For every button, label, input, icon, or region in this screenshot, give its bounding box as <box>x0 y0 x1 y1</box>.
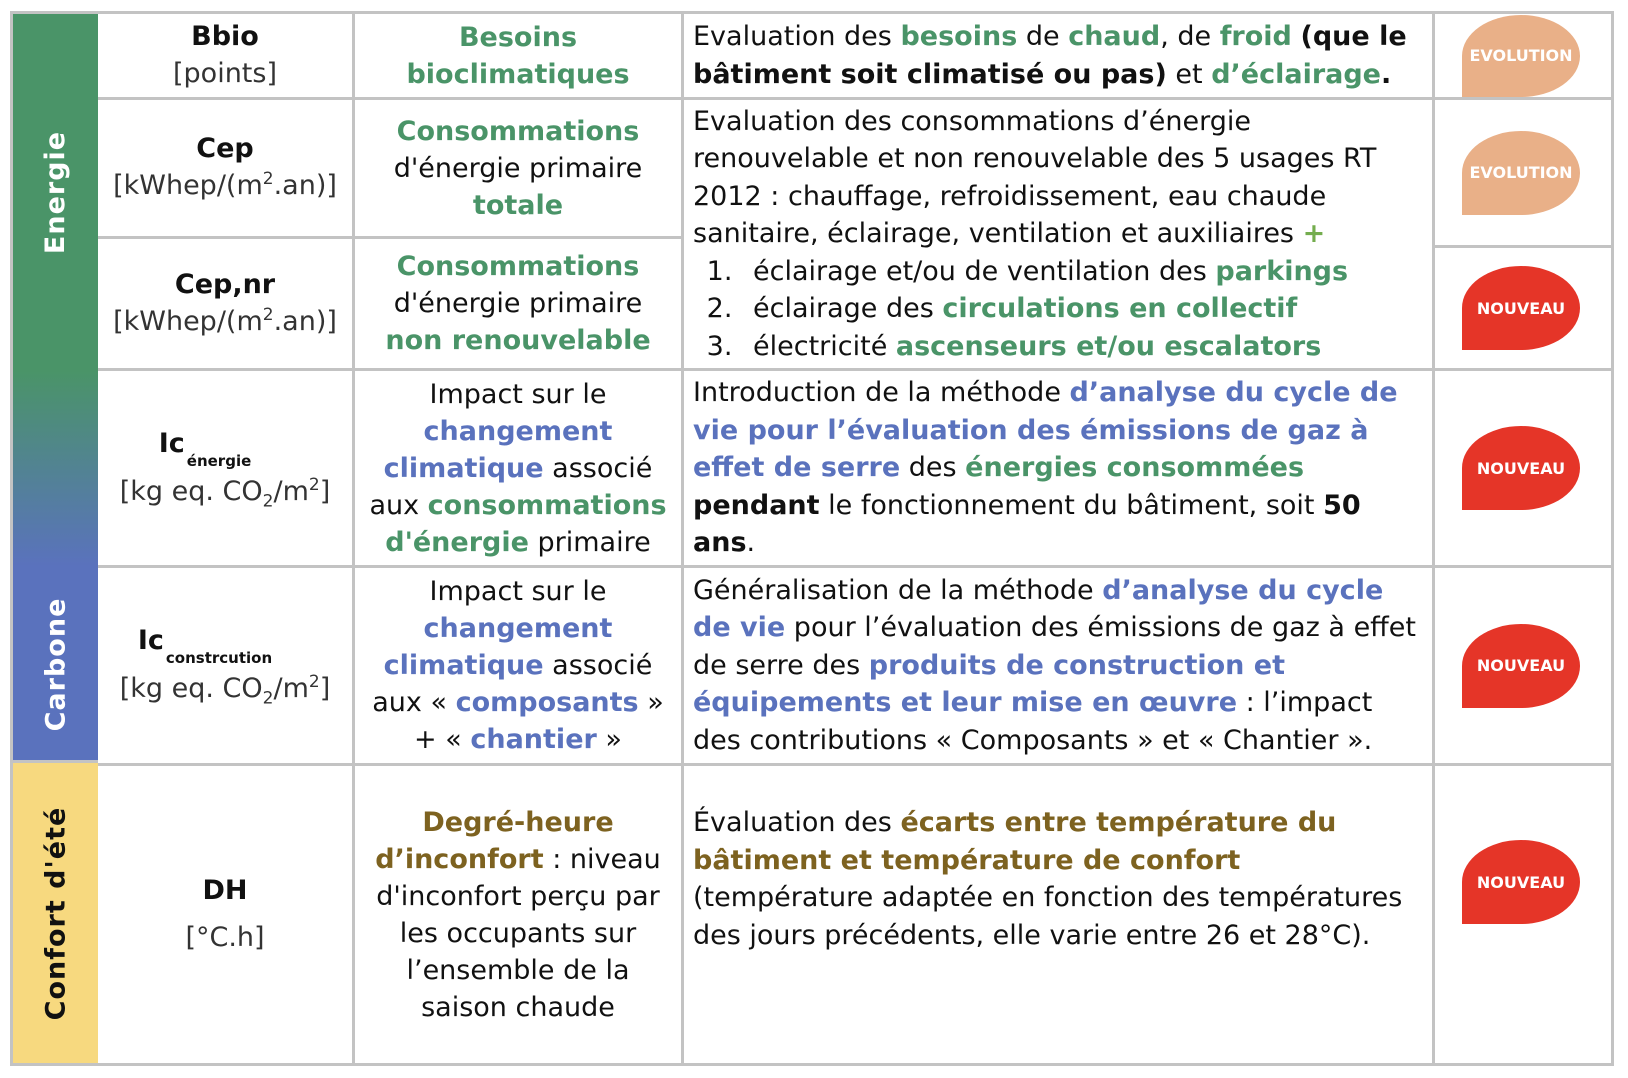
text-segment: électricité <box>753 330 896 362</box>
bbio-badge-cell <box>1435 14 1611 100</box>
text-segment: produits de construction et équipements et leur mise en œuvre <box>693 649 1286 719</box>
text-segment: d’analyse du cycle de vie pour l’évaluation des émissions de gaz à effet de serre <box>693 377 1398 484</box>
plus-icon: + <box>1302 218 1326 250</box>
text-segment: d’éclairage <box>1211 58 1381 90</box>
dh-name-cell <box>98 766 355 1063</box>
text-segment: aux « <box>372 687 456 718</box>
indicator-label: Consommations <box>396 251 640 282</box>
category-energie <box>13 14 101 371</box>
indicator-unit: [kg eq. $CO_2/m^2$] <box>119 474 331 511</box>
nouveau-badge: NOUVEAU <box>1462 624 1580 708</box>
evolution-badge: EVOLUTION <box>1462 131 1580 215</box>
text-segment: consommations <box>427 489 667 521</box>
text-segment: (température adaptée en fonction des températures des jours précédents, elle varie entre 26 et 28°C). <box>693 882 1403 951</box>
text-segment: + « <box>414 724 471 755</box>
category-confort <box>13 760 101 1063</box>
nouveau-badge: NOUVEAU <box>1462 426 1580 510</box>
text-segment: Evaluation des consommations d’énergie renouvelable et non renouvelable des 5 usages RT 2012 : chauffage, refroidissement, eau chaude sanitaire, éclairage, ventilation et auxiliaires <box>693 105 1377 250</box>
text-segment: : niveau d'inconfort perçu par les occupants sur l’ensemble de la saison chaude <box>376 843 661 1023</box>
text-segment: [kWhep/(m <box>113 305 263 337</box>
text-segment: /m <box>273 475 309 507</box>
text-segment: chaud <box>1068 21 1161 52</box>
text-segment: [kg eq. CO <box>119 475 263 507</box>
dh-badge-cell <box>1435 766 1611 1063</box>
cep-label-cell <box>355 100 684 239</box>
text-segment: Degré-heure d’inconfort <box>375 806 614 875</box>
indicator-unit: [°C.h] <box>185 921 265 953</box>
text-segment: énergies consommées <box>965 452 1305 484</box>
cepnr-badge-cell <box>1435 248 1611 371</box>
text-segment: Généralisation de la méthode <box>693 574 1103 606</box>
indicator-description <box>693 804 1426 954</box>
indicator-name: Bbio <box>191 20 259 52</box>
category-confort-label: Confort d'été <box>40 806 72 1020</box>
text-segment: des <box>900 452 966 484</box>
indicator-label: d'énergie primaire <box>393 288 643 319</box>
indicator-name <box>120 623 291 667</box>
indicator-label: Consommations <box>396 115 640 147</box>
usage-list <box>693 253 1426 366</box>
text-segment: : l’impact des contributions « Composants » et « Chantier ». <box>693 687 1373 756</box>
text-segment: .an)] <box>273 305 337 337</box>
indicator-label: changement <box>423 613 613 644</box>
indicator-name <box>120 426 291 470</box>
text-segment: ] <box>319 673 331 704</box>
text-segment: pendant <box>693 489 820 521</box>
indicator-unit: $[kWhep/(m^2.an)]$ <box>113 304 337 337</box>
indicator-unit: $[kWhep/(m^2.an)]$ <box>113 169 337 201</box>
nouveau-badge: NOUVEAU <box>1462 266 1580 350</box>
indicator-label <box>372 721 664 758</box>
indicator-label: d'énergie primaire <box>393 152 643 184</box>
indicator-label <box>372 684 664 721</box>
text-segment: le fonctionnement du bâtiment, soit <box>819 489 1324 521</box>
list-item <box>741 290 1426 328</box>
text-segment: . <box>1381 58 1392 90</box>
bbio-description-cell <box>684 14 1435 100</box>
indicator-label <box>369 450 666 487</box>
cep-name-cell <box>98 100 355 239</box>
list-item <box>741 253 1426 291</box>
indicator-label: Besoins <box>458 21 578 53</box>
text-segment: d'énergie <box>385 526 529 558</box>
text-segment: Évaluation des <box>693 807 901 838</box>
text-segment: éclairage et/ou de ventilation des <box>753 255 1216 287</box>
indicator-description <box>693 103 1426 366</box>
text-segment: primaire <box>528 526 651 558</box>
indicator-description <box>693 374 1426 562</box>
text-segment: .an)] <box>273 170 337 201</box>
text-segment: associé <box>543 650 653 681</box>
indicator-label: bioclimatiques <box>406 58 630 90</box>
text-segment: énergie <box>186 451 252 470</box>
indicator-label: Impact sur le <box>429 576 607 607</box>
indicator-label <box>369 487 666 524</box>
indicator-label <box>369 524 666 561</box>
text-segment: » <box>596 724 622 755</box>
ic-energie-name-cell <box>98 371 355 568</box>
text-segment: associé <box>543 452 653 484</box>
text-segment: écarts entre température du bâtiment et température de confort <box>693 807 1337 876</box>
text-segment: aux <box>369 489 428 521</box>
text-segment: . <box>746 527 756 559</box>
ic-construction-name-cell <box>98 568 355 766</box>
text-segment: besoins <box>900 21 1018 52</box>
ic-construction-badge-cell <box>1435 568 1611 766</box>
dh-label-cell <box>355 766 684 1063</box>
text-segment: Ic <box>158 427 185 459</box>
indicator-label: totale <box>472 189 564 221</box>
indicator-label: Impact sur le <box>429 378 607 410</box>
text-segment: parkings <box>1215 255 1349 287</box>
cep-badge-cell <box>1435 100 1611 248</box>
text-segment: /m <box>273 673 309 704</box>
text-segment: , de <box>1160 21 1220 52</box>
indicator-name: DH <box>202 874 248 906</box>
bbio-label-cell <box>355 14 684 100</box>
indicator-label <box>372 647 664 684</box>
indicator-name: Cep,nr <box>174 268 276 300</box>
category-gradient <box>13 371 101 566</box>
text-segment: de <box>1017 21 1069 52</box>
text-segment: climatique <box>383 650 544 681</box>
text-segment: pour l’évaluation des émissions de gaz à effet de serre des <box>693 612 1416 681</box>
nouveau-badge: NOUVEAU <box>1462 840 1580 924</box>
text-segment: circulations en collectif <box>942 293 1298 325</box>
category-carbone-label: Carbone <box>40 597 72 732</box>
text-segment: Introduction de la méthode <box>693 377 1070 409</box>
ic-construction-label-cell <box>355 568 684 766</box>
evolution-badge: EVOLUTION <box>1462 15 1580 97</box>
cep-description-cell <box>684 100 1435 371</box>
indicator-description <box>693 572 1426 760</box>
text-segment: constrcution <box>165 649 273 667</box>
text-segment: froid <box>1219 21 1292 52</box>
indicator-description <box>693 18 1426 93</box>
bbio-name-cell <box>98 14 355 100</box>
indicator-unit: [points] <box>173 57 277 89</box>
category-energie-label: Energie <box>40 130 71 255</box>
text-segment: ] <box>319 475 331 507</box>
indicator-label: changement <box>423 415 613 447</box>
text-segment: chantier <box>470 724 597 755</box>
indicator-name: Cep <box>196 133 254 164</box>
ic-energie-label-cell <box>355 371 684 568</box>
indicators-table <box>10 11 1614 1066</box>
indicator-label: non renouvelable <box>385 325 651 356</box>
text-segment: (que le bâtiment soit climatisé ou pas) <box>693 21 1407 90</box>
cepnr-label-cell <box>355 239 684 371</box>
text-segment: Evaluation des <box>693 21 901 52</box>
indicator-unit: [kg eq. $CO_2/m^2$] <box>119 672 331 709</box>
ic-energie-badge-cell <box>1435 371 1611 568</box>
text-segment: Ic <box>137 625 164 656</box>
ic-construction-description-cell <box>684 568 1435 766</box>
text-segment: [kWhep/(m <box>113 170 263 201</box>
category-carbone <box>13 566 101 763</box>
text-segment: » <box>638 687 664 718</box>
list-item <box>741 328 1426 366</box>
text-segment: 50 ans <box>693 489 1361 559</box>
ic-energie-description-cell <box>684 371 1435 568</box>
text-segment: [kg eq. CO <box>119 673 263 704</box>
text-segment: éclairage des <box>753 293 943 325</box>
text-segment: ascenseurs et/ou escalators <box>895 330 1322 362</box>
indicator-label <box>367 804 669 1026</box>
cepnr-name-cell <box>98 239 355 371</box>
text-segment: d’analyse du cycle de vie <box>693 574 1384 644</box>
text-segment: climatique <box>383 452 544 484</box>
text-segment: et <box>1166 58 1212 90</box>
text-segment: composants <box>455 687 639 718</box>
dh-description-cell <box>684 766 1435 1063</box>
